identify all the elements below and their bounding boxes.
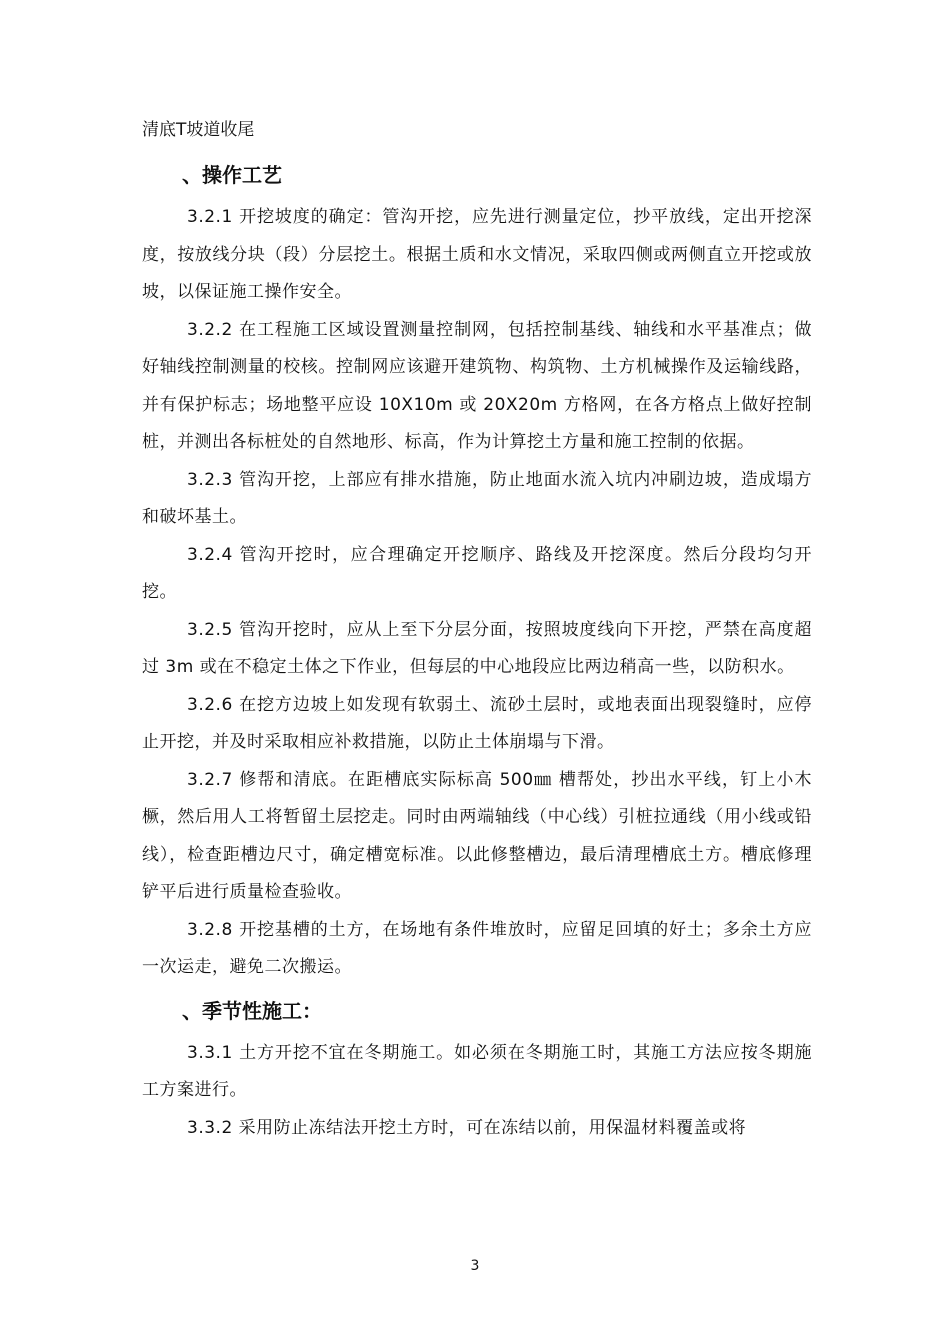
paragraph-3-2-6: 3.2.6 在挖方边坡上如发现有软弱土、流砂土层时，或地表面出现裂缝时，应停止开挖，并及时采取相应补救措施，以防止土体崩塌与下滑。 xyxy=(142,694,812,752)
paragraph-3-2-3: 3.2.3 管沟开挖，上部应有排水措施，防止地面水流入坑内冲刷边坡，造成塌方和破坏基土。 xyxy=(142,469,812,527)
page-body xyxy=(142,113,812,1147)
section-heading-operation: 、操作工艺 xyxy=(182,163,282,187)
paragraph-3-2-1: 3.2.1 开挖坡度的确定：管沟开挖，应先进行测量定位，抄平放线，定出开挖深度，按放线分块（段）分层挖土。根据土质和水文情况，采取四侧或两侧直立开挖或放坡，以保证施工操作安全。 xyxy=(142,207,812,302)
lead-line: 清底T坡道收尾 xyxy=(142,120,255,140)
paragraph-3-3-2: 3.3.2 采用防止冻结法开挖土方时，可在冻结以前，用保温材料覆盖或将 xyxy=(187,1117,747,1138)
page-number: 3 xyxy=(470,1258,480,1274)
paragraph-3-2-5: 3.2.5 管沟开挖时，应从上至下分层分面，按照坡度线向下开挖，严禁在高度超过 3m 或在不稳定土体之下作业，但每层的中心地段应比两边稍高一些，以防积水。 xyxy=(142,619,812,677)
paragraph-3-2-4: 3.2.4 管沟开挖时，应合理确定开挖顺序、路线及开挖深度。然后分段均匀开挖。 xyxy=(142,544,812,602)
paragraph-3-2-2: 3.2.2 在工程施工区域设置测量控制网，包括控制基线、轴线和水平基准点；做好轴线控制测量的校核。控制网应该避开建筑物、构筑物、土方机械操作及运输线路，并有保护标志；场地整平应设 10X10m 或 20X20m 方格网，在各方格点上做好控制桩，并测出各标桩处的自然地形、标高，作为计算挖土方量和施工控制的依据。 xyxy=(142,319,812,452)
paragraph-3-2-7: 3.2.7 修帮和清底。在距槽底实际标高 500㎜ 槽帮处，抄出水平线，钉上小木橛，然后用人工将暂留土层挖走。同时由两端轴线（中心线）引桩拉通线（用小线或铅线），检查距槽边尺寸，确定槽宽标准。以此修整槽边，最后清理槽底土方。槽底修理铲平后进行质量检查验收。 xyxy=(142,769,812,902)
paragraph-3-2-8: 3.2.8 开挖基槽的土方，在场地有条件堆放时，应留足回填的好土；多余土方应一次运走，避免二次搬运。 xyxy=(142,919,812,977)
paragraph-3-3-1: 3.3.1 土方开挖不宜在冬期施工。如必须在冬期施工时，其施工方法应按冬期施工方案进行。 xyxy=(142,1042,812,1100)
section-heading-seasonal: 、季节性施工： xyxy=(182,998,322,1023)
